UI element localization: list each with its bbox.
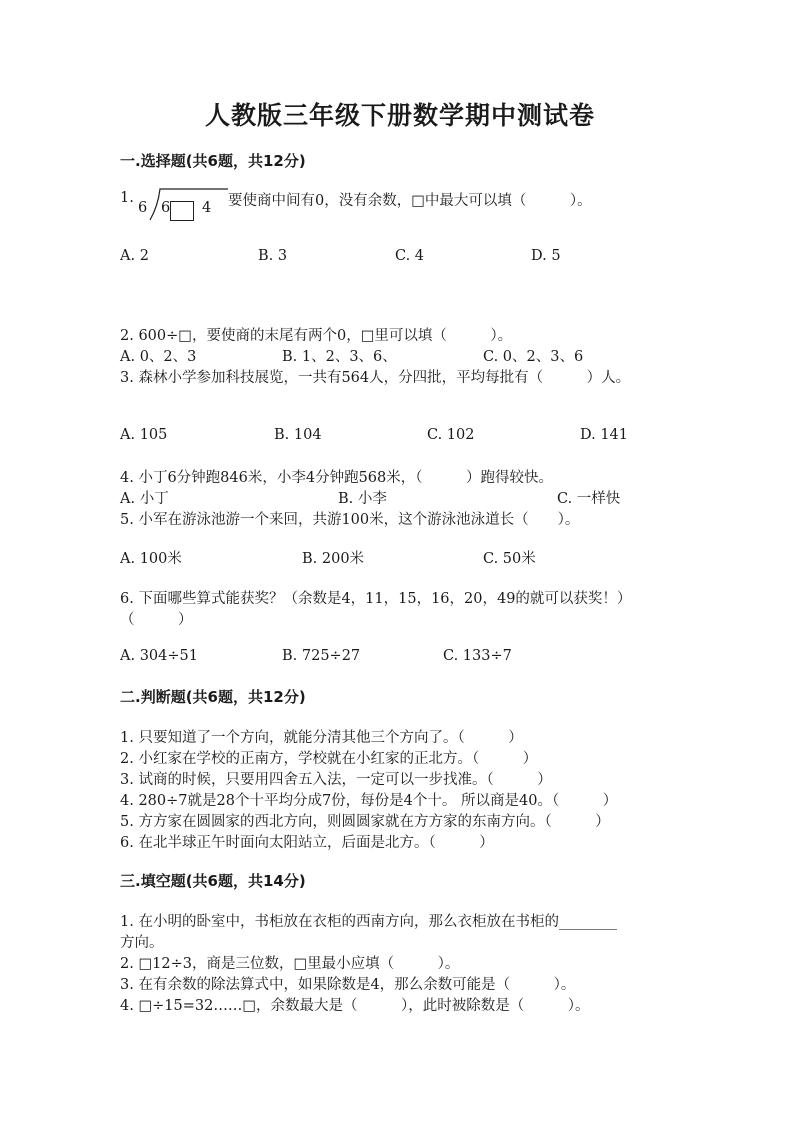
option: C. 一样快 [557, 491, 621, 507]
judgment-item: 2. 小红家在学校的正南方，学校就在小红家的正北方。（ ） [120, 751, 538, 767]
option: C. 133÷7 [443, 648, 512, 664]
judgment-item: 5. 方方家在圆圆家的西北方向，则圆圆家就在方方家的东南方向。（ ） [120, 814, 610, 830]
option: D. 141 [580, 427, 629, 443]
option: B. 725÷27 [282, 648, 361, 664]
judgment-item: 1. 只要知道了一个方向，就能分清其他三个方向了。（ ） [120, 730, 523, 746]
question-text: 4. 小丁6分钟跑846米，小李4分钟跑568米，（ ）跑得较快。 [120, 470, 553, 486]
option: A. 0、2、3 [120, 349, 197, 365]
option: B. 1、2、3、6、 [282, 349, 397, 365]
question-text: 要使商中间有0，没有余数，□中最大可以填（ ）。 [228, 193, 592, 209]
option: C. 102 [427, 427, 475, 443]
option: A. 小丁 [120, 491, 169, 507]
divisor: 6 [138, 200, 148, 216]
option: C. 50米 [483, 551, 536, 567]
fill-item: 4. □÷15=32……□，余数最大是（ ），此时被除数是（ ）。 [120, 998, 590, 1014]
judgment-item: 6. 在北半球正午时面向太阳站立，后面是北方。（ ） [120, 835, 494, 851]
option: B. 小李 [338, 491, 387, 507]
option: B. 3 [258, 248, 288, 264]
fill-item: 3. 在有余数的除法算式中，如果除数是4，那么余数可能是（ ）。 [120, 977, 576, 993]
question-text: 3. 森林小学参加科技展览，一共有564人，分四批，平均每批有（ ）人。 [120, 370, 631, 386]
dividend-last-digit: 4 [202, 200, 212, 216]
judgment-item: 4. 280÷7就是28个十平均分成7份，每份是4个十。 所以商是40。（ ） [120, 793, 618, 809]
option: D. 5 [531, 248, 561, 264]
section-heading-judgment: 二.判断题(共6题，共12分) [120, 688, 306, 706]
fill-item: 2. □12÷3，商是三位数，□里最小应填（ ）。 [120, 956, 460, 972]
question-text-continued: （ ） [120, 612, 193, 628]
section-heading-choice: 一.选择题(共6题，共12分) [120, 152, 306, 170]
option: B. 104 [274, 427, 322, 443]
question-text: 5. 小军在游泳池游一个来回，共游100米，这个游泳池泳道长（ ）。 [120, 512, 580, 528]
option: B. 200米 [302, 551, 365, 567]
option: A. 105 [120, 427, 168, 443]
section-heading-fill: 三.填空题(共6题，共14分) [120, 872, 306, 890]
blank-square [170, 201, 194, 221]
option: A. 100米 [120, 551, 182, 567]
question-text: 2. 600÷□，要使商的末尾有两个0，□里可以填（ ）。 [120, 328, 513, 344]
fill-item: 1. 在小明的卧室中，书柜放在衣柜的西南方向，那么衣柜放在书柜的________ [120, 914, 617, 930]
option: A. 2 [120, 248, 149, 264]
question-text: 6. 下面哪些算式能获奖？（余数是4，11，15，16，20，49的就可以获奖！） [120, 591, 632, 607]
judgment-item: 3. 试商的时候，只要用四舍五入法，一定可以一步找准。（ ） [120, 772, 552, 788]
dividend-first-digit: 6 [161, 200, 171, 216]
page-title: 人教版三年级下册数学期中测试卷 [204, 101, 595, 130]
option: A. 304÷51 [120, 648, 198, 664]
option: C. 0、2、3、6 [483, 349, 584, 365]
option: C. 4 [395, 248, 425, 264]
question-number: 1. [120, 190, 134, 206]
fill-item-continued: 方向。 [120, 935, 164, 951]
